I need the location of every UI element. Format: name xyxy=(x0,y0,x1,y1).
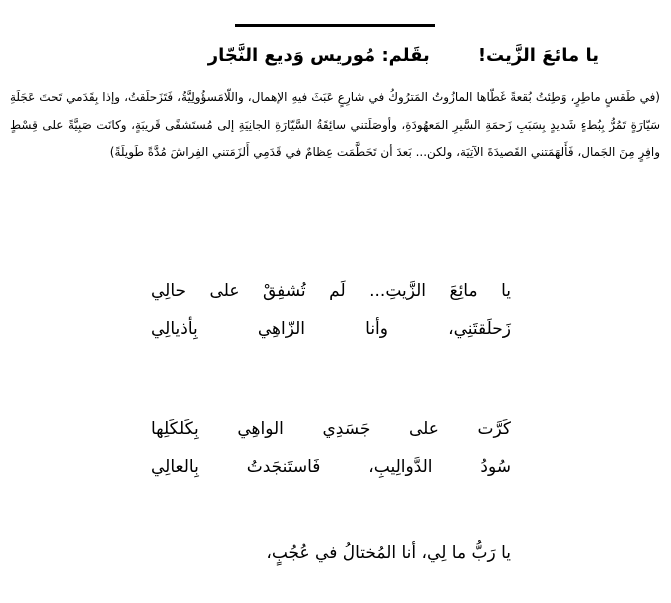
intro-note xyxy=(10,84,660,167)
intro-paragraph: (في طَقسٍ ماطِرٍ، وَطِئتُ بُقعةً غَطّاها المازُوتُ المَترُوكُ في شارِعٍ عَبَثَ فيهِ الإهمال، واللّامَسؤُولِيَّةُ، فَتَزَحلَقتُ، وإذا بِقَدَمي تَحتَ عَجَلَةِ سَيّارَةٍ تَمُرُّ بِبُطءٍ شَديدٍ بِسَبَبِ زَحمَةِ السَّيرِ المَعهُودَةِ، وأوصَلَتني سائِقَةُ السَّيّارَةِ الجانِيَةِ إلى مُستَشفًى قَريبَةٍ، وكانَت صَبِيَّةً على قِسْطٍ وافِرٍ مِنَ الجَمال، فَأَلهَمَتني القَصيدَةَ الآتِيَة، ولكن... بَعدَ أن تَحَطَّمَت عِظامٌ في قَدَمِي أَلزَمَتني الفِراشَ مُدَّةً طَويلَةً) xyxy=(10,90,660,159)
stanza-2 xyxy=(151,410,511,486)
verse-line: زَحلَقتَنِي، وأنا الزّاهِي بِأذيالِي xyxy=(151,319,511,339)
top-divider-rule xyxy=(235,24,435,27)
verse-line: يا مائِعَ الزَّيتِ... لَم تُشفِقْ على حالِي xyxy=(151,281,511,301)
verse-line: سُودُ الدَّوالِيبِ، فَاستَنجَدتُ بِالعالِي xyxy=(151,457,511,477)
stanza-3 xyxy=(151,534,511,572)
verse-line: يا رَبُّ ما لِي، أنا المُختالُ في عُجُبٍ، xyxy=(266,543,511,563)
author-byline: بقَلم: مُوريس وَديع النَّجّار xyxy=(207,45,430,66)
header xyxy=(39,42,599,70)
poem-title: يا مائعَ الزَّيت! xyxy=(477,45,599,66)
verse-line: كَرَّت على جَسَدِي الواهِي بِكَلكَلِها xyxy=(151,419,511,439)
stanza-1 xyxy=(151,272,511,348)
